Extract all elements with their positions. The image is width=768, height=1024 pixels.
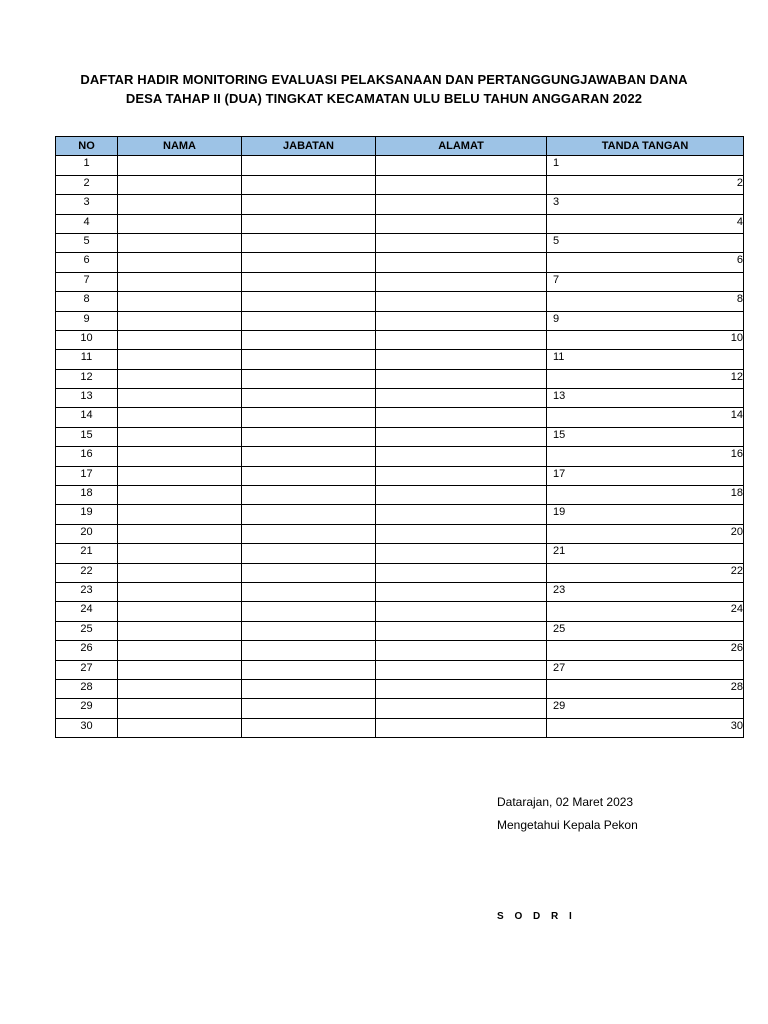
row-number-cell: 4 bbox=[56, 214, 118, 233]
row-number-cell: 21 bbox=[56, 544, 118, 563]
signature-cell[interactable] bbox=[547, 214, 744, 233]
jabatan-cell[interactable] bbox=[242, 563, 376, 582]
signature-number: 3 bbox=[553, 196, 560, 209]
jabatan-cell[interactable] bbox=[242, 369, 376, 388]
alamat-cell[interactable] bbox=[376, 660, 547, 679]
jabatan-cell[interactable] bbox=[242, 330, 376, 349]
acknowledge-label: Mengetahui Kepala Pekon bbox=[497, 818, 638, 832]
nama-cell[interactable] bbox=[118, 233, 242, 252]
alamat-cell[interactable] bbox=[376, 699, 547, 718]
jabatan-cell[interactable] bbox=[242, 233, 376, 252]
nama-cell[interactable] bbox=[118, 641, 242, 660]
table-row bbox=[56, 641, 744, 660]
table-row bbox=[56, 427, 744, 446]
table-row bbox=[56, 369, 744, 388]
table-row bbox=[56, 679, 744, 698]
column-header-alamat: ALAMAT bbox=[376, 137, 547, 156]
signature-number: 14 bbox=[730, 409, 743, 422]
jabatan-cell[interactable] bbox=[242, 447, 376, 466]
signature-cell[interactable] bbox=[547, 447, 744, 466]
signature-cell[interactable] bbox=[547, 641, 744, 660]
signer-name: S O D R I bbox=[497, 911, 576, 922]
column-header-jabatan: JABATAN bbox=[242, 137, 376, 156]
signature-cell[interactable] bbox=[547, 233, 744, 252]
signature-number: 22 bbox=[730, 564, 743, 577]
row-number-cell: 1 bbox=[56, 156, 118, 175]
nama-cell[interactable] bbox=[118, 214, 242, 233]
nama-cell[interactable] bbox=[118, 582, 242, 601]
table-row bbox=[56, 563, 744, 582]
signature-cell[interactable] bbox=[547, 195, 744, 214]
row-number-cell: 9 bbox=[56, 311, 118, 330]
row-number-cell: 23 bbox=[56, 582, 118, 601]
table-row bbox=[56, 544, 744, 563]
table-row bbox=[56, 718, 744, 737]
signature-cell[interactable] bbox=[547, 582, 744, 601]
alamat-cell[interactable] bbox=[376, 233, 547, 252]
row-number-cell: 29 bbox=[56, 699, 118, 718]
signature-number: 5 bbox=[553, 234, 560, 247]
signature-number: 21 bbox=[553, 545, 566, 558]
row-number-cell: 10 bbox=[56, 330, 118, 349]
table-row bbox=[56, 582, 744, 601]
table-row bbox=[56, 408, 744, 427]
nama-cell[interactable] bbox=[118, 718, 242, 737]
jabatan-cell[interactable] bbox=[242, 195, 376, 214]
signature-number: 10 bbox=[730, 331, 743, 344]
jabatan-cell[interactable] bbox=[242, 544, 376, 563]
signature-cell[interactable] bbox=[547, 602, 744, 621]
signature-cell[interactable] bbox=[547, 350, 744, 369]
signature-cell[interactable] bbox=[547, 253, 744, 272]
alamat-cell[interactable] bbox=[376, 350, 547, 369]
alamat-cell[interactable] bbox=[376, 408, 547, 427]
alamat-cell[interactable] bbox=[376, 447, 547, 466]
signature-number: 15 bbox=[553, 428, 566, 441]
jabatan-cell[interactable] bbox=[242, 311, 376, 330]
table-row bbox=[56, 602, 744, 621]
nama-cell[interactable] bbox=[118, 408, 242, 427]
signature-cell[interactable] bbox=[547, 679, 744, 698]
alamat-cell[interactable] bbox=[376, 272, 547, 291]
row-number-cell: 28 bbox=[56, 679, 118, 698]
nama-cell[interactable] bbox=[118, 699, 242, 718]
table-row bbox=[56, 292, 744, 311]
row-number-cell: 22 bbox=[56, 563, 118, 582]
alamat-cell[interactable] bbox=[376, 718, 547, 737]
signature-cell[interactable] bbox=[547, 330, 744, 349]
signature-cell[interactable] bbox=[547, 389, 744, 408]
signature-cell[interactable] bbox=[547, 466, 744, 485]
signature-number: 18 bbox=[730, 487, 743, 500]
signature-number: 1 bbox=[553, 157, 560, 170]
signature-cell[interactable] bbox=[547, 699, 744, 718]
row-number-cell: 24 bbox=[56, 602, 118, 621]
signature-number: 12 bbox=[730, 370, 743, 383]
row-number-cell: 13 bbox=[56, 389, 118, 408]
row-number-cell: 19 bbox=[56, 505, 118, 524]
signature-cell[interactable] bbox=[547, 427, 744, 446]
signature-number: 17 bbox=[553, 467, 566, 480]
column-header-nama: NAMA bbox=[118, 137, 242, 156]
jabatan-cell[interactable] bbox=[242, 408, 376, 427]
row-number-cell: 8 bbox=[56, 292, 118, 311]
jabatan-cell[interactable] bbox=[242, 641, 376, 660]
signature-number: 23 bbox=[553, 583, 566, 596]
table-body bbox=[56, 156, 744, 738]
jabatan-cell[interactable] bbox=[242, 582, 376, 601]
row-number-cell: 5 bbox=[56, 233, 118, 252]
signature-cell[interactable] bbox=[547, 621, 744, 640]
jabatan-cell[interactable] bbox=[242, 660, 376, 679]
signature-cell[interactable] bbox=[547, 660, 744, 679]
nama-cell[interactable] bbox=[118, 330, 242, 349]
signature-cell[interactable] bbox=[547, 408, 744, 427]
signature-cell[interactable] bbox=[547, 175, 744, 194]
signature-cell[interactable] bbox=[547, 369, 744, 388]
table-row bbox=[56, 253, 744, 272]
document-title bbox=[0, 70, 768, 108]
row-number-cell: 30 bbox=[56, 718, 118, 737]
row-number-cell: 7 bbox=[56, 272, 118, 291]
jabatan-cell[interactable] bbox=[242, 389, 376, 408]
nama-cell[interactable] bbox=[118, 563, 242, 582]
nama-cell[interactable] bbox=[118, 272, 242, 291]
nama-cell[interactable] bbox=[118, 389, 242, 408]
table-row bbox=[56, 233, 744, 252]
nama-cell[interactable] bbox=[118, 524, 242, 543]
nama-cell[interactable] bbox=[118, 427, 242, 446]
jabatan-cell[interactable] bbox=[242, 718, 376, 737]
jabatan-cell[interactable] bbox=[242, 679, 376, 698]
signature-cell[interactable] bbox=[547, 563, 744, 582]
nama-cell[interactable] bbox=[118, 195, 242, 214]
nama-cell[interactable] bbox=[118, 660, 242, 679]
alamat-cell[interactable] bbox=[376, 292, 547, 311]
alamat-cell[interactable] bbox=[376, 195, 547, 214]
alamat-cell[interactable] bbox=[376, 427, 547, 446]
table-row bbox=[56, 660, 744, 679]
signature-number: 29 bbox=[553, 700, 566, 713]
nama-cell[interactable] bbox=[118, 466, 242, 485]
jabatan-cell[interactable] bbox=[242, 699, 376, 718]
signature-cell[interactable] bbox=[547, 311, 744, 330]
alamat-cell[interactable] bbox=[376, 253, 547, 272]
signature-cell[interactable] bbox=[547, 156, 744, 175]
alamat-cell[interactable] bbox=[376, 311, 547, 330]
attendance-table bbox=[55, 136, 744, 738]
alamat-cell[interactable] bbox=[376, 602, 547, 621]
table-row bbox=[56, 389, 744, 408]
signature-cell[interactable] bbox=[547, 718, 744, 737]
jabatan-cell[interactable] bbox=[242, 272, 376, 291]
table-row bbox=[56, 330, 744, 349]
table-row bbox=[56, 311, 744, 330]
title-line-2: DESA TAHAP II (DUA) TINGKAT KECAMATAN ULU BELU TAHUN ANGGARAN 2022 bbox=[125, 91, 643, 106]
alamat-cell[interactable] bbox=[376, 524, 547, 543]
nama-cell[interactable] bbox=[118, 311, 242, 330]
jabatan-cell[interactable] bbox=[242, 486, 376, 505]
signature-number: 8 bbox=[736, 293, 743, 306]
signature-number: 7 bbox=[553, 273, 560, 286]
row-number-cell: 12 bbox=[56, 369, 118, 388]
table-row bbox=[56, 447, 744, 466]
signature-number: 9 bbox=[553, 312, 560, 325]
signature-number: 2 bbox=[736, 176, 743, 189]
jabatan-cell[interactable] bbox=[242, 175, 376, 194]
alamat-cell[interactable] bbox=[376, 621, 547, 640]
table-row bbox=[56, 699, 744, 718]
nama-cell[interactable] bbox=[118, 486, 242, 505]
table-row bbox=[56, 505, 744, 524]
signature-cell[interactable] bbox=[547, 505, 744, 524]
signature-cell[interactable] bbox=[547, 524, 744, 543]
table-row bbox=[56, 156, 744, 175]
row-number-cell: 2 bbox=[56, 175, 118, 194]
table-row bbox=[56, 621, 744, 640]
row-number-cell: 3 bbox=[56, 195, 118, 214]
signature-number: 16 bbox=[730, 448, 743, 461]
table-row bbox=[56, 350, 744, 369]
jabatan-cell[interactable] bbox=[242, 621, 376, 640]
signature-number: 20 bbox=[730, 525, 743, 538]
row-number-cell: 18 bbox=[56, 486, 118, 505]
signature-number: 28 bbox=[730, 680, 743, 693]
row-number-cell: 6 bbox=[56, 253, 118, 272]
alamat-cell[interactable] bbox=[376, 582, 547, 601]
signature-number: 26 bbox=[730, 642, 743, 655]
signature-cell[interactable] bbox=[547, 272, 744, 291]
alamat-cell[interactable] bbox=[376, 544, 547, 563]
table-row bbox=[56, 214, 744, 233]
alamat-cell[interactable] bbox=[376, 330, 547, 349]
nama-cell[interactable] bbox=[118, 350, 242, 369]
row-number-cell: 15 bbox=[56, 427, 118, 446]
signature-number: 13 bbox=[553, 390, 566, 403]
jabatan-cell[interactable] bbox=[242, 292, 376, 311]
alamat-cell[interactable] bbox=[376, 369, 547, 388]
nama-cell[interactable] bbox=[118, 175, 242, 194]
alamat-cell[interactable] bbox=[376, 466, 547, 485]
place-date: Datarajan, 02 Maret 2023 bbox=[497, 795, 634, 809]
row-number-cell: 20 bbox=[56, 524, 118, 543]
row-number-cell: 16 bbox=[56, 447, 118, 466]
jabatan-cell[interactable] bbox=[242, 156, 376, 175]
nama-cell[interactable] bbox=[118, 292, 242, 311]
row-number-cell: 11 bbox=[56, 350, 118, 369]
jabatan-cell[interactable] bbox=[242, 505, 376, 524]
signature-cell[interactable] bbox=[547, 544, 744, 563]
alamat-cell[interactable] bbox=[376, 214, 547, 233]
alamat-cell[interactable] bbox=[376, 641, 547, 660]
row-number-cell: 26 bbox=[56, 641, 118, 660]
alamat-cell[interactable] bbox=[376, 175, 547, 194]
signature-number: 19 bbox=[553, 506, 566, 519]
table-row bbox=[56, 486, 744, 505]
alamat-cell[interactable] bbox=[376, 486, 547, 505]
row-number-cell: 27 bbox=[56, 660, 118, 679]
alamat-cell[interactable] bbox=[376, 389, 547, 408]
table-row bbox=[56, 175, 744, 194]
table-row bbox=[56, 466, 744, 485]
signature-number: 6 bbox=[736, 254, 743, 267]
signature-number: 25 bbox=[553, 622, 566, 635]
nama-cell[interactable] bbox=[118, 253, 242, 272]
alamat-cell[interactable] bbox=[376, 156, 547, 175]
jabatan-cell[interactable] bbox=[242, 602, 376, 621]
column-header-no: NO bbox=[56, 137, 118, 156]
table-row bbox=[56, 272, 744, 291]
table-row bbox=[56, 524, 744, 543]
nama-cell[interactable] bbox=[118, 447, 242, 466]
table-header-row bbox=[56, 137, 744, 156]
signature-number: 11 bbox=[553, 351, 565, 364]
nama-cell[interactable] bbox=[118, 369, 242, 388]
jabatan-cell[interactable] bbox=[242, 466, 376, 485]
nama-cell[interactable] bbox=[118, 602, 242, 621]
row-number-cell: 17 bbox=[56, 466, 118, 485]
nama-cell[interactable] bbox=[118, 544, 242, 563]
signature-number: 27 bbox=[553, 661, 566, 674]
alamat-cell[interactable] bbox=[376, 563, 547, 582]
jabatan-cell[interactable] bbox=[242, 427, 376, 446]
signature-number: 30 bbox=[730, 719, 743, 732]
jabatan-cell[interactable] bbox=[242, 214, 376, 233]
signature-cell[interactable] bbox=[547, 486, 744, 505]
column-header-tanda-tangan: TANDA TANGAN bbox=[547, 137, 744, 156]
nama-cell[interactable] bbox=[118, 621, 242, 640]
table-row bbox=[56, 195, 744, 214]
nama-cell[interactable] bbox=[118, 156, 242, 175]
jabatan-cell[interactable] bbox=[242, 524, 376, 543]
alamat-cell[interactable] bbox=[376, 679, 547, 698]
alamat-cell[interactable] bbox=[376, 505, 547, 524]
nama-cell[interactable] bbox=[118, 505, 242, 524]
title-line-1: DAFTAR HADIR MONITORING EVALUASI PELAKSANAAN DAN PERTANGGUNGJAWABAN DANA bbox=[80, 72, 688, 87]
nama-cell[interactable] bbox=[118, 679, 242, 698]
jabatan-cell[interactable] bbox=[242, 253, 376, 272]
jabatan-cell[interactable] bbox=[242, 350, 376, 369]
signature-number: 24 bbox=[730, 603, 743, 616]
row-number-cell: 14 bbox=[56, 408, 118, 427]
signature-number: 4 bbox=[736, 215, 743, 228]
row-number-cell: 25 bbox=[56, 621, 118, 640]
signature-cell[interactable] bbox=[547, 292, 744, 311]
